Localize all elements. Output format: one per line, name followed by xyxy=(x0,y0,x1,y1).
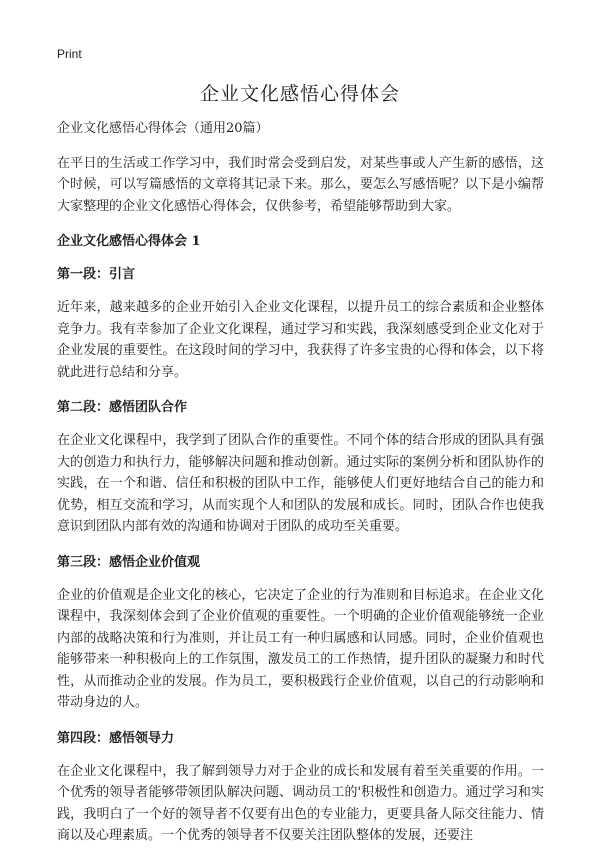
print-link[interactable]: Print xyxy=(57,47,82,61)
article-heading: 企业文化感悟心得体会 1 xyxy=(57,234,201,249)
section-heading-3: 第三段：感悟企业价值观 xyxy=(57,554,201,570)
page-title: 企业文化感悟心得体会 xyxy=(199,83,400,105)
section-paragraph-2: 在企业文化课程中，我学到了团队合作的重要性。不同个体的结合形成的团队具有强大的创造力和执行力，能够解决问题和推动创新。通过实际的案例分析和团队协作的实践，在一个和谐、信任和积极的团队中工作，能够使人们更好地结合自己的能力和优势，相互交流和学习，从而实现个人和团队的发展和成长。同时，团队合作也使我意识到团队内部有效的沟通和协调对于团队的成功至关重要。 xyxy=(57,433,544,534)
article-subtitle: 企业文化感悟心得体会（通用20篇） xyxy=(57,121,269,136)
section-heading-2: 第二段：感悟团队合作 xyxy=(57,400,188,415)
article-body xyxy=(57,118,544,861)
section-paragraph-3: 企业的价值观是企业文化的核心，它决定了企业的行为准则和目标追求。在企业文化课程中，我深刻体会到了企业价值观的重要性。一个明确的企业价值观能够统一企业内部的战略决策和行为准则，并让员工有一种归属感和认同感。同时，企业价值观也能够带来一种积极向上的工作氛围，激发员工的工作热情，提升团队的凝聚力和时代性，从而推动企业的发展。作为员工，要积极践行企业价值观，以自己的行动影响和带动身边的人。 xyxy=(57,587,544,710)
section-heading-1: 第一段：引言 xyxy=(57,267,136,282)
section-paragraph-1: 近年来，越来越多的企业开始引入企业文化课程，以提升员工的综合素质和企业整体竞争力。我有幸参加了企业文化课程，通过学习和实践，我深刻感受到企业文化对于企业发展的重要性。在这段时间的学习中，我获得了许多宝贵的心得和体会，以下将就此进行总结和分享。 xyxy=(57,300,544,380)
section-heading-4: 第四段：感悟领导力 xyxy=(57,730,175,746)
section-paragraph-4: 在企业文化课程中，我了解到领导力对于企业的成长和发展有着至关重要的作用。一个优秀的领导者能够带领团队解决问题、调动员工的'积极性和创造力。通过学习和实践，我明白了一个好的领导者不仅要有出色的专业能力，更要具备人际交往能力、情商以及心理素质。一个优秀的领导者不仅要关注团队整体的发展，还要注 xyxy=(57,763,544,843)
intro-paragraph: 在平日的生活或工作学习中，我们时常会受到启发，对某些事或人产生新的感悟，这个时候，可以写篇感悟的文章将其记录下来。那么，要怎么写感悟呢？以下是小编帮大家整理的企业文化感悟心得体会，仅供参考，希望能够帮助到大家。 xyxy=(57,155,544,214)
